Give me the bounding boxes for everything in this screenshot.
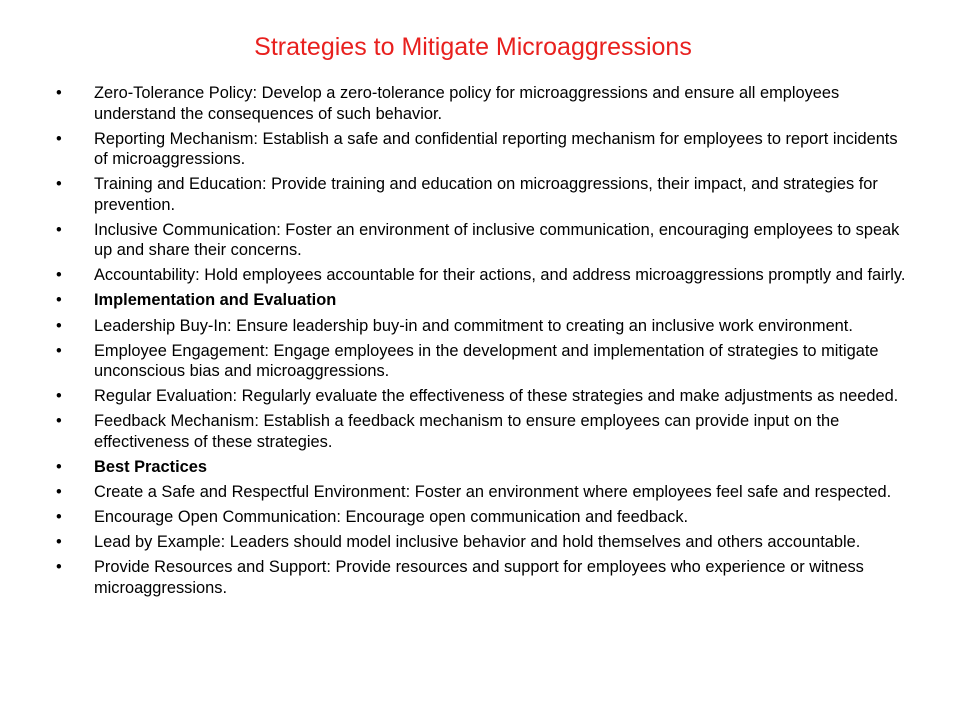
bullet-icon: • bbox=[56, 533, 62, 552]
list-item bbox=[56, 220, 906, 261]
bullet-icon: • bbox=[56, 412, 62, 431]
list-item-text: Create a Safe and Respectful Environment: Foster an environment where employees feel safe and respected. bbox=[94, 483, 892, 502]
list-item bbox=[56, 174, 906, 215]
bullet-icon: • bbox=[56, 291, 62, 310]
list-item-text: Best Practices bbox=[94, 457, 207, 476]
slide-title: Strategies to Mitigate Microaggressions bbox=[254, 33, 692, 61]
bullet-list bbox=[56, 83, 906, 603]
list-item bbox=[56, 83, 906, 124]
list-item-text: Reporting Mechanism: Establish a safe and confidential reporting mechanism for employees to report incidents of microaggressions. bbox=[94, 129, 898, 169]
bullet-icon: • bbox=[56, 220, 62, 239]
list-item-text: Accountability: Hold employees accountable for their actions, and address microaggressions promptly and fairly. bbox=[94, 266, 906, 285]
bullet-icon: • bbox=[56, 483, 62, 502]
bullet-icon: • bbox=[56, 316, 62, 335]
bullet-icon: • bbox=[56, 84, 62, 102]
list-item-text: Zero-Tolerance Policy: Develop a zero-tolerance policy for microaggressions and ensure all employees understand the consequences of such behavior. bbox=[94, 84, 840, 123]
bullet-icon: • bbox=[56, 457, 62, 476]
list-item-text: Training and Education: Provide training and education on microaggressions, their impact, and strategies for prevention. bbox=[94, 175, 878, 214]
list-item bbox=[56, 129, 906, 170]
bullet-icon: • bbox=[56, 266, 62, 285]
list-item-text: Encourage Open Communication: Encourage open communication and feedback. bbox=[94, 508, 689, 527]
list-item bbox=[56, 341, 906, 382]
list-item bbox=[56, 316, 906, 337]
list-item bbox=[56, 532, 906, 553]
list-item bbox=[56, 557, 906, 598]
list-item bbox=[56, 386, 906, 407]
list-item-text: Regular Evaluation: Regularly evaluate the effectiveness of these strategies and make adjustments as needed. bbox=[94, 387, 899, 406]
bullet-icon: • bbox=[56, 341, 62, 360]
list-item-text: Implementation and Evaluation bbox=[94, 291, 337, 310]
list-item-text: Inclusive Communication: Foster an environment of inclusive communication, encouraging employees to speak up and share their concerns. bbox=[94, 220, 900, 260]
section-heading bbox=[56, 457, 906, 478]
list-item-text: Lead by Example: Leaders should model inclusive behavior and hold themselves and others accountable. bbox=[94, 533, 861, 552]
bullet-icon: • bbox=[56, 175, 62, 194]
list-item-text: Leadership Buy-In: Ensure leadership buy-in and commitment to creating an inclusive work environment. bbox=[94, 316, 853, 335]
list-item-text: Provide Resources and Support: Provide resources and support for employees who experience or witness microaggressions. bbox=[94, 558, 864, 597]
list-item bbox=[56, 411, 906, 452]
bullet-icon: • bbox=[56, 387, 62, 406]
section-heading bbox=[56, 290, 906, 311]
bullet-icon: • bbox=[56, 129, 62, 148]
list-item bbox=[56, 482, 906, 503]
list-item bbox=[56, 265, 906, 286]
list-item-text: Employee Engagement: Engage employees in the development and implementation of strategies to mitigate unconscious bias and microaggressions. bbox=[94, 341, 879, 381]
bullet-icon: • bbox=[56, 558, 62, 577]
list-item bbox=[56, 507, 906, 528]
list-item-text: Feedback Mechanism: Establish a feedback mechanism to ensure employees can provide input on the effectiveness of these strategies. bbox=[94, 412, 840, 451]
bullet-icon: • bbox=[56, 508, 62, 527]
